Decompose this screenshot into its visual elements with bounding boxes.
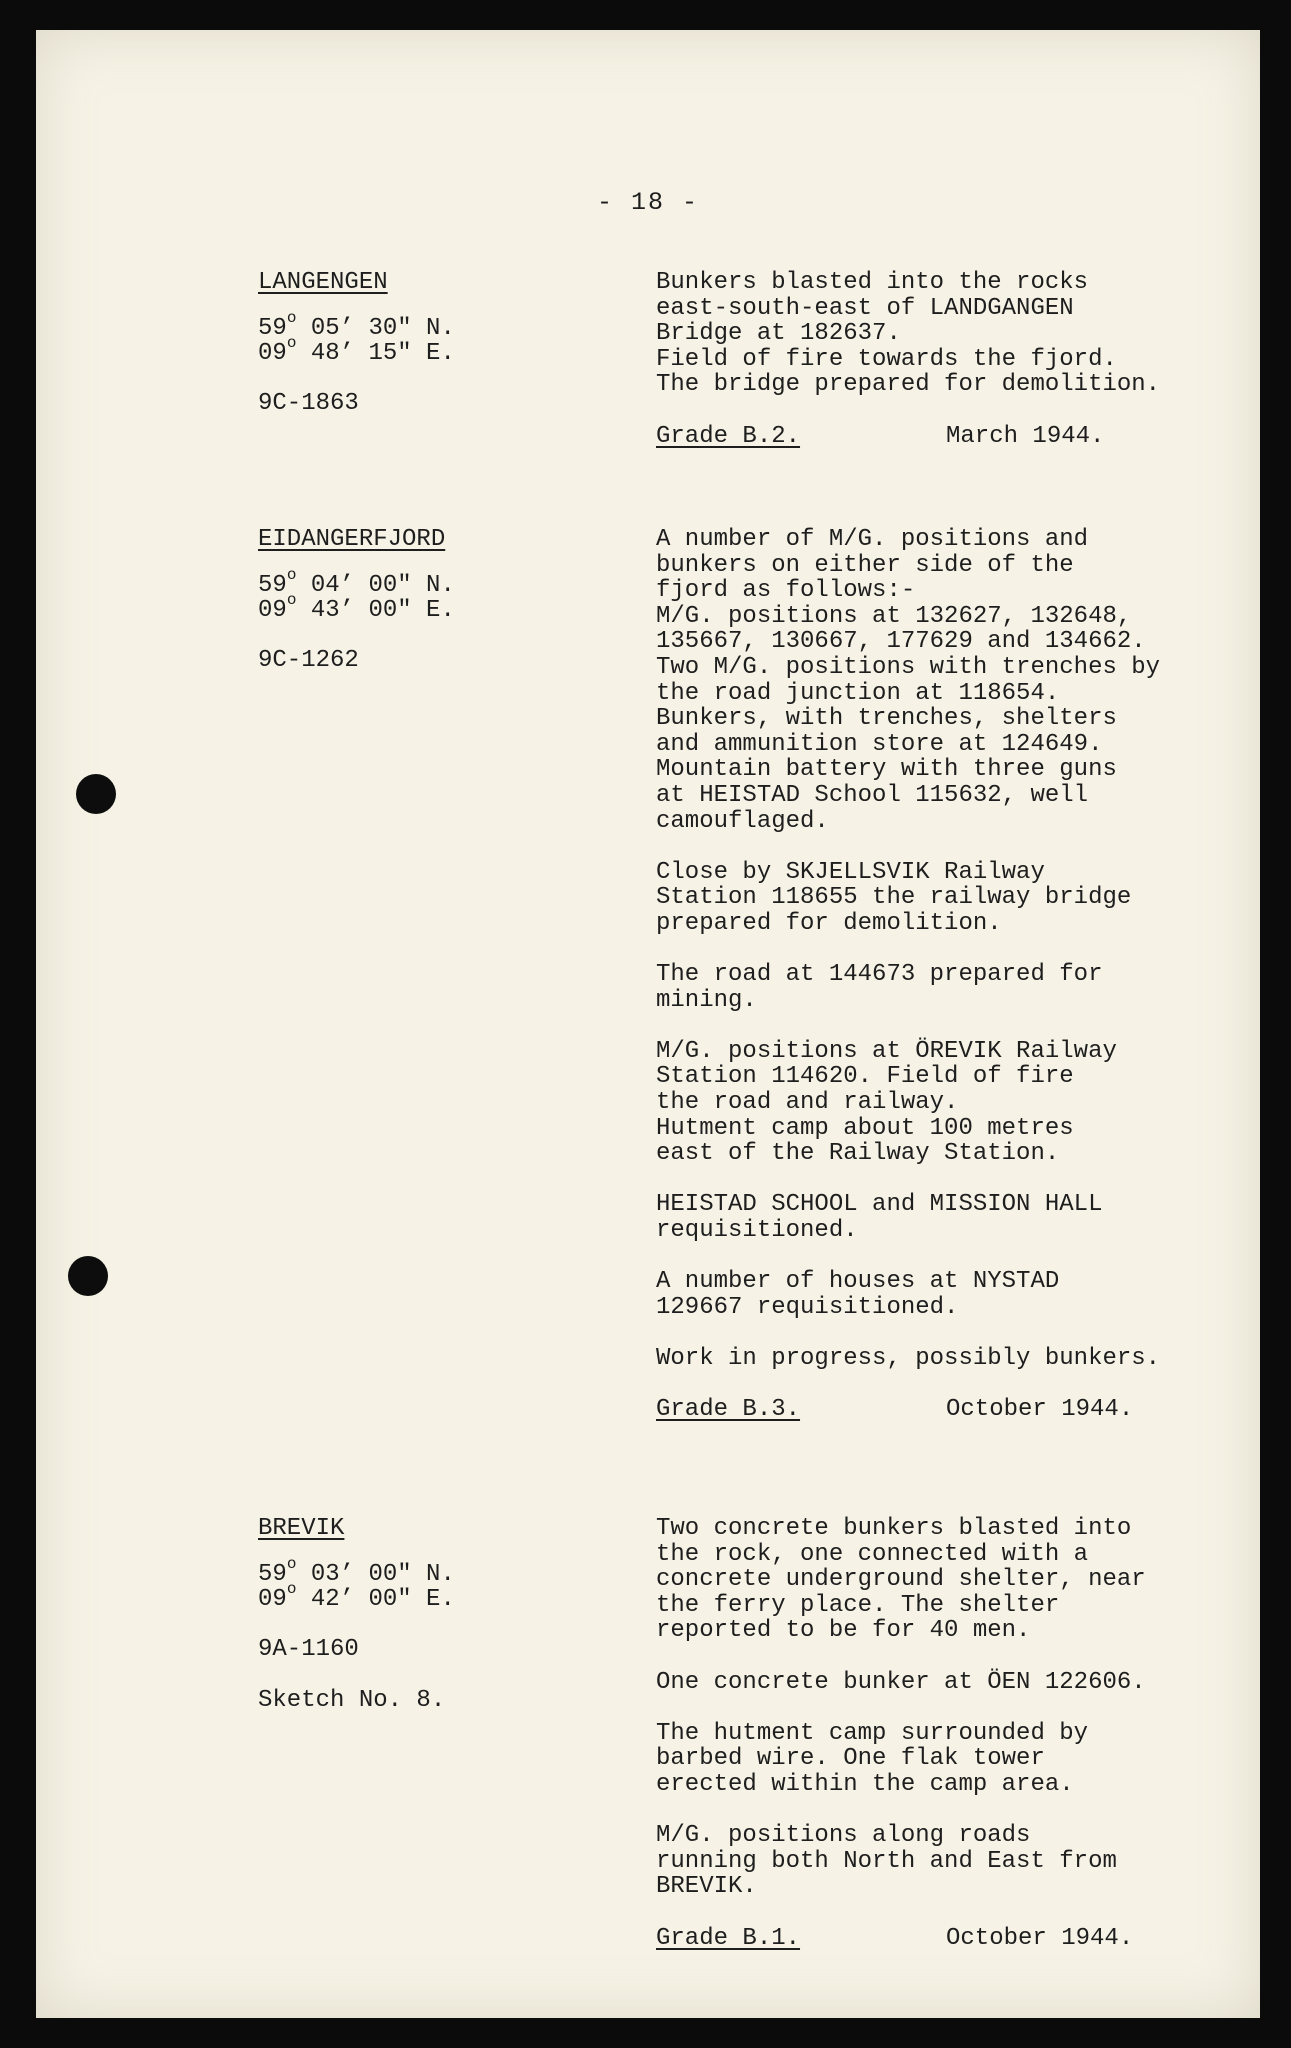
latitude: 59$^o$ 05’ 30" N. <box>258 308 455 342</box>
sketch-ref: Sketch No. 8. <box>258 1687 446 1715</box>
longitude: 09$^o$ 42’ 00" E. <box>258 1580 455 1614</box>
report-date: October 1944. <box>946 1396 1134 1424</box>
entry-location-block <box>258 1516 598 1714</box>
grade-label: Grade B.3. <box>656 1396 801 1424</box>
latitude: 59$^o$ 03’ 00" N. <box>258 1554 455 1588</box>
description-paragraph: Close by SKJELLSVIK Railway Station 118655 the railway bridge prepared for demolition. <box>656 858 1132 937</box>
entry-description <box>656 1516 1236 1951</box>
longitude: 09$^o$ 43’ 00" E. <box>258 591 455 625</box>
entry-description <box>656 527 1236 1423</box>
report-date: October 1944. <box>946 1924 1134 1952</box>
map-sheet-ref: 9C-1863 <box>258 389 359 417</box>
description-paragraph: The hutment camp surrounded by barbed wire. One flak tower erected within the camp area. <box>656 1719 1089 1798</box>
entry-description <box>656 270 1236 449</box>
entry-location-block <box>258 270 598 416</box>
description-paragraph: The road at 144673 prepared for mining. <box>656 961 1103 1014</box>
place-name: LANGENGEN <box>258 269 388 296</box>
description-paragraph: M/G. positions along roads running both North and East from BREVIK. <box>656 1822 1117 1901</box>
grade-row <box>656 1397 1236 1423</box>
punch-hole-top <box>76 774 116 814</box>
grade-label: Grade B.1. <box>656 1924 801 1952</box>
map-sheet-ref: 9C-1262 <box>258 646 359 674</box>
grade-row <box>656 1926 1236 1952</box>
description-paragraph: M/G. positions at ÖREVIK Railway Station 114620. Field of fire the road and railway. Hutment camp about 100 metres east of the Railway Station. <box>656 1037 1117 1168</box>
longitude: 09$^o$ 48’ 15" E. <box>258 334 455 368</box>
description-paragraph: Two concrete bunkers blasted into the rock, one connected with a concrete underground shelter, near the ferry place. The shelter reported to be for 40 men. <box>656 1515 1146 1645</box>
entry-location-block <box>258 527 598 673</box>
page-number: - 18 - <box>596 188 699 217</box>
description-paragraph: Bunkers blasted into the rocks east-south-east of LANDGANGEN Bridge at 182637. Field of fire towards the fjord. The bridge prepared for demolition. <box>656 269 1161 399</box>
description-paragraph: A number of houses at NYSTAD 129667 requisitioned. <box>656 1268 1060 1321</box>
place-name: BREVIK <box>258 1515 345 1542</box>
grade-row <box>656 424 1236 450</box>
latitude: 59$^o$ 04’ 00" N. <box>258 565 455 599</box>
map-sheet-ref: 9A-1160 <box>258 1635 359 1663</box>
description-paragraph: HEISTAD SCHOOL and MISSION HALL requisitioned. <box>656 1191 1103 1245</box>
description-paragraph: One concrete bunker at ÖEN 122606. <box>656 1668 1146 1696</box>
report-date: March 1944. <box>946 422 1105 450</box>
description-paragraph: Work in progress, possibly bunkers. <box>656 1345 1161 1372</box>
punch-hole-bottom <box>68 1256 108 1296</box>
description-paragraph: A number of M/G. positions and bunkers on either side of the fjord as follows:- M/G. positions at 132627, 132648, 135667, 130667, 177629 and 134662. Two M/G. positions with trenches by the road junction at 118654. Bunkers, with trenches, shelters and ammunition store at 124649. Mountain battery with three guns at HEISTAD School 115632, well camouflaged. <box>656 526 1161 835</box>
place-name: EIDANGERFJORD <box>258 526 446 553</box>
grade-label: Grade B.2. <box>656 422 801 450</box>
document-page <box>36 30 1260 2018</box>
